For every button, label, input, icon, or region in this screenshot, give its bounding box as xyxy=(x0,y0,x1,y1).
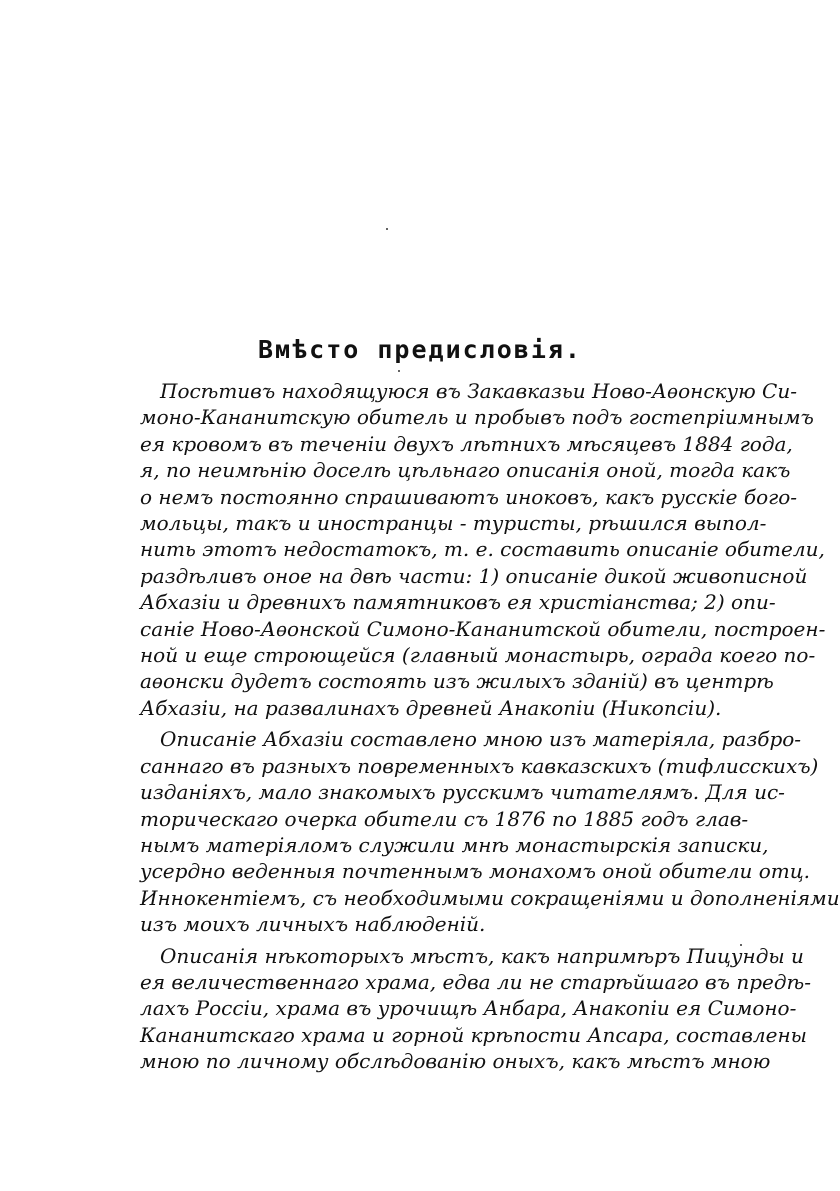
text-line: ея кровомъ въ теченіи двухъ лѣтнихъ мѣсяцевъ 1884 года, xyxy=(140,431,793,456)
text-line: саніе Ново-Аѳонской Симоно-Кананитской обители, построен- xyxy=(140,616,826,641)
text-line: мною по личному обслѣдованію оныхъ, какъ мѣстъ мною xyxy=(140,1049,771,1074)
print-speck xyxy=(386,228,388,230)
paragraph xyxy=(140,726,840,937)
text-line: нить этотъ недостатокъ, т. е. составить описаніе обители, xyxy=(140,537,825,562)
text-line: саннаго въ разныхъ повременныхъ кавказскихъ (тифлисскихъ) xyxy=(140,753,819,778)
text-line: Абхазіи, на развалинахъ древней Анакопіи (Никопсіи). xyxy=(140,695,722,720)
text-line: изъ моихъ личныхъ наблюденій. xyxy=(140,912,486,937)
text-line: Посѣтивъ находящуюся въ Закавказьи Ново-Аѳонскую Си- xyxy=(160,379,797,403)
text-line: нымъ матеріяломъ служили мнѣ монастырскія записки, xyxy=(140,832,769,857)
text-line: лахъ Россіи, храма въ урочищѣ Анбара, Анакопіи ея Симоно- xyxy=(140,996,797,1021)
text-line: усердно веденныя почтеннымъ монахомъ оной обители отц. xyxy=(140,859,811,884)
text-line: о немъ постоянно спрашиваютъ иноковъ, какъ русскіе бого- xyxy=(140,484,798,509)
text-line: я, по неимѣнію доселѣ цѣльнаго описанія оной, тогда какъ xyxy=(140,458,791,483)
text-line: Описаніе Абхазіи составлено мною изъ матеріяла, разбро- xyxy=(160,727,802,752)
paragraph xyxy=(140,943,811,1075)
text-line: изданіяхъ, мало знакомыхъ русскимъ читателямъ. Для ис- xyxy=(140,780,785,805)
text-line: раздѣливъ оное на двѣ части: 1) описаніе дикой живописной xyxy=(140,563,808,588)
text-line: ной и еще строющейся (главный монастырь, ограда коего по- xyxy=(140,643,816,668)
text-line: мольцы, такъ и иностранцы - туристы, рѣшился выпол- xyxy=(140,511,767,536)
page-title: Вмѣсто предисловія. xyxy=(258,334,582,364)
print-speck xyxy=(398,370,400,372)
text-line: аѳонски дудетъ состоять изъ жилыхъ зданій) въ центрѣ xyxy=(140,669,774,694)
paragraph xyxy=(140,378,826,721)
text-line: моно-Кананитскую обитель и пробывъ подъ гостепріимнымъ xyxy=(140,405,814,430)
text-line: Абхазіи и древнихъ памятниковъ ея христіанства; 2) опи- xyxy=(140,590,776,615)
text-line: торическаго очерка обители съ 1876 по 1885 годъ глав- xyxy=(140,806,749,831)
text-line: Иннокентіемъ, съ необходимыми сокращеніями и дополненіями xyxy=(140,885,840,910)
text-line: Кананитскаго храма и горной крѣпости Апсара, составлены xyxy=(140,1022,807,1047)
text-line: ея величественнаго храма, едва ли не старѣйшаго въ предѣ- xyxy=(140,969,811,994)
text-line: Описанія нѣкоторыхъ мѣстъ, какъ напримѣръ Пицунды и xyxy=(160,943,804,968)
preface-text xyxy=(140,378,840,1080)
